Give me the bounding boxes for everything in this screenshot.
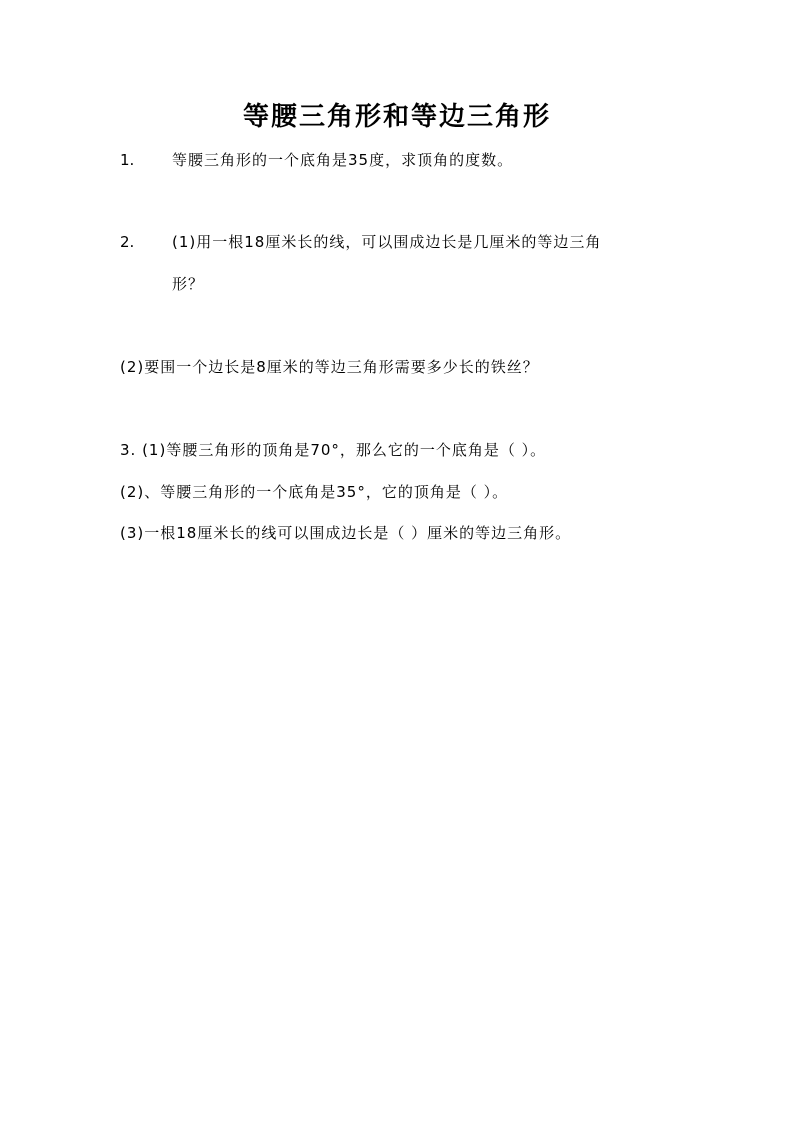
page-title: 等腰三角形和等边三角形 [242,102,551,132]
q2-part1-line2: 形？ [172,275,205,293]
q2-part1-line1: (1)用一根18厘米长的线，可以围成边长是几厘米的等边三角 [172,233,602,251]
q3-line3: (3)一根18厘米长的线可以围成边长是（ ）厘米的等边三角形。 [120,524,572,542]
q3-line2: (2)、等腰三角形的一个底角是35°，它的顶角是（ ）。 [120,483,509,501]
q3-line1: 3. (1)等腰三角形的顶角是70°，那么它的一个底角是（ ）。 [120,441,547,459]
q2-part2: (2)要围一个边长是8厘米的等边三角形需要多少长的铁丝？ [120,358,539,376]
q2-number: 2. [120,233,135,251]
q1-number: 1. [120,151,135,169]
q1-text: 等腰三角形的一个底角是35度，求顶角的度数。 [172,151,514,169]
